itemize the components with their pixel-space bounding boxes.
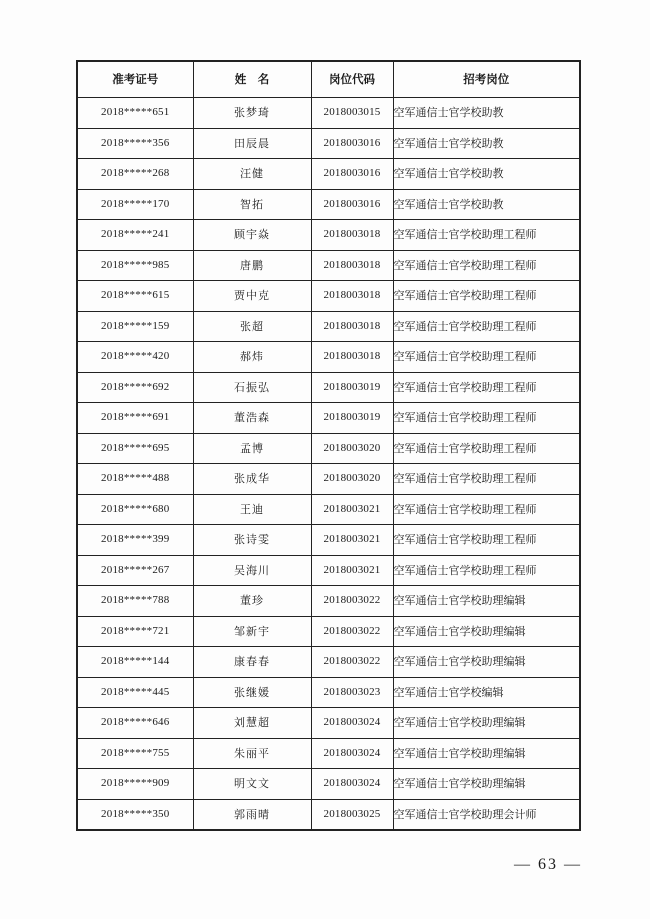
cell-post: 空军通信士官学校助教 (393, 189, 580, 220)
cell-post-code: 2018003022 (311, 616, 393, 647)
cell-name: 刘慧超 (193, 708, 311, 739)
cell-post: 空军通信士官学校助教 (393, 98, 580, 129)
cell-post-code: 2018003022 (311, 647, 393, 678)
cell-name: 张超 (193, 311, 311, 342)
cell-exam-id: 2018*****144 (77, 647, 193, 678)
table-row (77, 128, 580, 159)
cell-post-code: 2018003018 (311, 311, 393, 342)
cell-exam-id: 2018*****755 (77, 738, 193, 769)
table-row (77, 677, 580, 708)
cell-post: 空军通信士官学校助理工程师 (393, 525, 580, 556)
cell-exam-id: 2018*****241 (77, 220, 193, 251)
cell-name: 朱丽平 (193, 738, 311, 769)
cell-post: 空军通信士官学校助理工程师 (393, 555, 580, 586)
cell-post-code: 2018003018 (311, 342, 393, 373)
cell-name: 贾中克 (193, 281, 311, 312)
table-row (77, 525, 580, 556)
cell-exam-id: 2018*****692 (77, 372, 193, 403)
cell-post-code: 2018003024 (311, 738, 393, 769)
table-row (77, 342, 580, 373)
cell-exam-id: 2018*****646 (77, 708, 193, 739)
cell-post-code: 2018003020 (311, 433, 393, 464)
header-exam-id: 准考证号 (77, 61, 193, 98)
cell-post: 空军通信士官学校助理编辑 (393, 708, 580, 739)
cell-post: 空军通信士官学校助理编辑 (393, 738, 580, 769)
cell-post: 空军通信士官学校助理工程师 (393, 281, 580, 312)
cell-post-code: 2018003016 (311, 159, 393, 190)
cell-post: 空军通信士官学校助理工程师 (393, 220, 580, 251)
cell-exam-id: 2018*****445 (77, 677, 193, 708)
table-row (77, 372, 580, 403)
cell-exam-id: 2018*****420 (77, 342, 193, 373)
cell-exam-id: 2018*****350 (77, 799, 193, 830)
cell-exam-id: 2018*****170 (77, 189, 193, 220)
table-row (77, 738, 580, 769)
cell-post-code: 2018003023 (311, 677, 393, 708)
cell-name: 智拓 (193, 189, 311, 220)
cell-exam-id: 2018*****615 (77, 281, 193, 312)
table-row (77, 433, 580, 464)
cell-name: 明文文 (193, 769, 311, 800)
cell-post-code: 2018003019 (311, 403, 393, 434)
cell-exam-id: 2018*****159 (77, 311, 193, 342)
cell-exam-id: 2018*****680 (77, 494, 193, 525)
cell-name: 郝炜 (193, 342, 311, 373)
header-name: 姓 名 (193, 61, 311, 98)
cell-post: 空军通信士官学校助理工程师 (393, 250, 580, 281)
cell-exam-id: 2018*****721 (77, 616, 193, 647)
cell-post-code: 2018003024 (311, 769, 393, 800)
cell-name: 董浩森 (193, 403, 311, 434)
cell-name: 石振弘 (193, 372, 311, 403)
cell-exam-id: 2018*****268 (77, 159, 193, 190)
cell-post-code: 2018003018 (311, 220, 393, 251)
cell-post: 空军通信士官学校助理工程师 (393, 433, 580, 464)
table-row (77, 189, 580, 220)
cell-post: 空军通信士官学校助理工程师 (393, 342, 580, 373)
cell-post-code: 2018003025 (311, 799, 393, 830)
cell-post: 空军通信士官学校助教 (393, 128, 580, 159)
cell-post-code: 2018003015 (311, 98, 393, 129)
cell-post-code: 2018003022 (311, 586, 393, 617)
cell-exam-id: 2018*****651 (77, 98, 193, 129)
cell-post: 空军通信士官学校助理编辑 (393, 586, 580, 617)
table-row (77, 616, 580, 647)
cell-name: 孟博 (193, 433, 311, 464)
cell-post: 空军通信士官学校助理工程师 (393, 494, 580, 525)
cell-name: 汪健 (193, 159, 311, 190)
cell-name: 张梦琦 (193, 98, 311, 129)
candidate-table (76, 60, 581, 831)
cell-post: 空军通信士官学校助理工程师 (393, 311, 580, 342)
cell-exam-id: 2018*****985 (77, 250, 193, 281)
table-row (77, 220, 580, 251)
cell-post: 空军通信士官学校助理编辑 (393, 616, 580, 647)
cell-name: 田辰晨 (193, 128, 311, 159)
cell-name: 董珍 (193, 586, 311, 617)
table-row (77, 769, 580, 800)
cell-name: 吴海川 (193, 555, 311, 586)
table-row (77, 555, 580, 586)
cell-name: 顾宇焱 (193, 220, 311, 251)
cell-post-code: 2018003016 (311, 189, 393, 220)
table-row (77, 250, 580, 281)
table-row (77, 403, 580, 434)
cell-exam-id: 2018*****695 (77, 433, 193, 464)
cell-name: 张诗雯 (193, 525, 311, 556)
cell-post-code: 2018003021 (311, 494, 393, 525)
table-row (77, 799, 580, 830)
cell-post-code: 2018003018 (311, 281, 393, 312)
table-row (77, 586, 580, 617)
cell-exam-id: 2018*****399 (77, 525, 193, 556)
cell-post: 空军通信士官学校编辑 (393, 677, 580, 708)
cell-name: 张成华 (193, 464, 311, 495)
table-header-row (77, 61, 580, 98)
cell-name: 康春春 (193, 647, 311, 678)
cell-post: 空军通信士官学校助理工程师 (393, 403, 580, 434)
cell-name: 唐鹏 (193, 250, 311, 281)
cell-post: 空军通信士官学校助理工程师 (393, 464, 580, 495)
cell-name: 张继媛 (193, 677, 311, 708)
cell-post: 空军通信士官学校助理编辑 (393, 769, 580, 800)
cell-post: 空军通信士官学校助教 (393, 159, 580, 190)
table-row (77, 647, 580, 678)
table-row (77, 464, 580, 495)
table-row (77, 98, 580, 129)
header-post: 招考岗位 (393, 61, 580, 98)
cell-name: 邹新宇 (193, 616, 311, 647)
cell-post: 空军通信士官学校助理会计师 (393, 799, 580, 830)
header-post-code: 岗位代码 (311, 61, 393, 98)
cell-exam-id: 2018*****488 (77, 464, 193, 495)
table-row (77, 708, 580, 739)
cell-post-code: 2018003018 (311, 250, 393, 281)
cell-exam-id: 2018*****691 (77, 403, 193, 434)
cell-post-code: 2018003016 (311, 128, 393, 159)
table-row (77, 311, 580, 342)
cell-post-code: 2018003021 (311, 525, 393, 556)
cell-post: 空军通信士官学校助理编辑 (393, 647, 580, 678)
cell-post-code: 2018003019 (311, 372, 393, 403)
cell-name: 郭雨晴 (193, 799, 311, 830)
cell-exam-id: 2018*****267 (77, 555, 193, 586)
cell-post-code: 2018003024 (311, 708, 393, 739)
cell-post: 空军通信士官学校助理工程师 (393, 372, 580, 403)
cell-post-code: 2018003020 (311, 464, 393, 495)
page-number: — 63 — (514, 856, 582, 873)
table-row (77, 159, 580, 190)
cell-name: 王迪 (193, 494, 311, 525)
cell-exam-id: 2018*****356 (77, 128, 193, 159)
cell-post-code: 2018003021 (311, 555, 393, 586)
cell-exam-id: 2018*****788 (77, 586, 193, 617)
cell-exam-id: 2018*****909 (77, 769, 193, 800)
table-row (77, 281, 580, 312)
table-row (77, 494, 580, 525)
